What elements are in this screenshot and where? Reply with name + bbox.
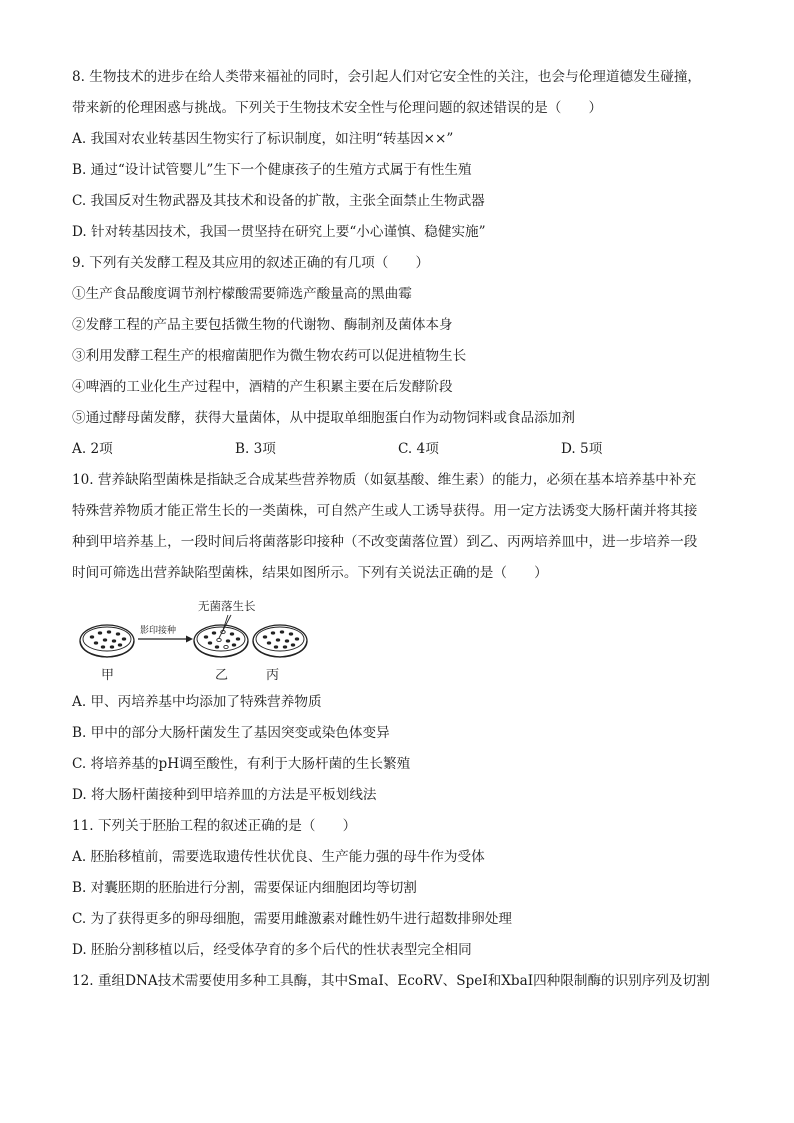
- petri-dish-diagram: [78, 593, 318, 687]
- option-d[interactable]: D. 针对转基因技术，我国一贯坚持在研究上要“小心谨慎、稳健实施”: [72, 224, 486, 240]
- option-c[interactable]: C. 为了获得更多的卵母细胞，需要用雌激素对雌性奶牛进行超数排卵处理: [72, 911, 512, 927]
- option-d[interactable]: D. 5项: [561, 441, 603, 457]
- statement-item: ②发酵工程的产品主要包括微生物的代谢物、酶制剂及菌体本身: [72, 317, 453, 333]
- option-a[interactable]: A. 甲、丙培养基中均添加了特殊营养物质: [72, 694, 322, 710]
- option-a[interactable]: A. 2项: [72, 441, 113, 457]
- dish-label-bing: 丙: [266, 668, 280, 683]
- question-stem: 特殊营养物质才能正常生长的一类菌株，可自然产生或人工诱导获得。用一定方法诱变大肠杆菌并将其接: [72, 503, 698, 519]
- question-stem: 12. 重组DNA技术需要使用多种工具酶，其中SmaI、EcoRV、SpeI和XbaI四种限制酶的识别序列及切割: [72, 973, 710, 989]
- question-stem: 11. 下列关于胚胎工程的叙述正确的是（ ）: [72, 818, 357, 834]
- question-stem: 10. 营养缺陷型菌株是指缺乏合成某些营养物质（如氨基酸、维生素）的能力，必须在基本培养基中补充: [72, 472, 697, 488]
- question-11: [72, 811, 732, 966]
- question-12: [72, 966, 732, 997]
- question-stem: 时间可筛选出营养缺陷型菌株，结果如图所示。下列有关说法正确的是（ ）: [72, 565, 548, 581]
- option-c[interactable]: C. 我国反对生物武器及其技术和设备的扩散，主张全面禁止生物武器: [72, 193, 485, 209]
- option-a[interactable]: A. 我国对农业转基因生物实行了标识制度，如注明“转基因××”: [72, 131, 454, 147]
- question-stem: 9. 下列有关发酵工程及其应用的叙述正确的有几项（ ）: [72, 255, 430, 271]
- option-c[interactable]: C. 4项: [398, 441, 439, 457]
- dish-bing: [253, 625, 307, 657]
- option-d[interactable]: D. 将大肠杆菌接种到甲培养皿的方法是平板划线法: [72, 787, 377, 803]
- option-b[interactable]: B. 甲中的部分大肠杆菌发生了基因突变或染色体变异: [72, 725, 390, 741]
- question-10: [72, 465, 732, 811]
- exam-page: [72, 62, 732, 997]
- question-9: [72, 248, 732, 465]
- dish-label-yi: 乙: [215, 668, 229, 683]
- option-a[interactable]: A. 胚胎移植前，需要选取遗传性状优良、生产能力强的母牛作为受体: [72, 849, 485, 865]
- replica-plating-figure: [72, 593, 732, 687]
- question-stem: 8. 生物技术的进步在给人类带来福祉的同时，会引起人们对它安全性的关注，也会与伦理道德发生碰撞，: [72, 69, 702, 85]
- question-8: [72, 62, 732, 248]
- question-stem: 种到甲培养基上，一段时间后将菌落影印接种（不改变菌落位置）到乙、丙两培养皿中，进一步培养一段: [72, 534, 698, 550]
- option-row: [72, 434, 732, 465]
- question-stem: 带来新的伦理困惑与挑战。下列关于生物技术安全性与伦理问题的叙述错误的是（ ）: [72, 100, 603, 116]
- option-b[interactable]: B. 对囊胚期的胚胎进行分割，需要保证内细胞团均等切割: [72, 880, 417, 896]
- option-d[interactable]: D. 胚胎分割移植以后，经受体孕育的多个后代的性状表型完全相同: [72, 942, 472, 958]
- dish-jia: [80, 625, 134, 657]
- dish-yi: [194, 599, 256, 657]
- statement-item: ①生产食品酸度调节剂柠檬酸需要筛选产酸量高的黑曲霉: [72, 286, 412, 302]
- arrow-label: 影印接种: [140, 626, 177, 636]
- statement-item: ⑤通过酵母菌发酵，获得大量菌体，从中提取单细胞蛋白作为动物饲料或食品添加剂: [72, 410, 575, 426]
- figure-annotation: 无菌落生长: [198, 599, 256, 613]
- option-c[interactable]: C. 将培养基的pH调至酸性，有利于大肠杆菌的生长繁殖: [72, 756, 411, 772]
- dish-label-jia: 甲: [101, 668, 115, 683]
- option-b[interactable]: B. 通过“设计试管婴儿”生下一个健康孩子的生殖方式属于有性生殖: [72, 162, 472, 178]
- statement-item: ③利用发酵工程生产的根瘤菌肥作为微生物农药可以促进植物生长: [72, 348, 467, 364]
- arrow-replica: [138, 624, 193, 643]
- option-b[interactable]: B. 3项: [235, 441, 276, 457]
- statement-item: ④啤酒的工业化生产过程中，酒精的产生积累主要在后发酵阶段: [72, 379, 453, 395]
